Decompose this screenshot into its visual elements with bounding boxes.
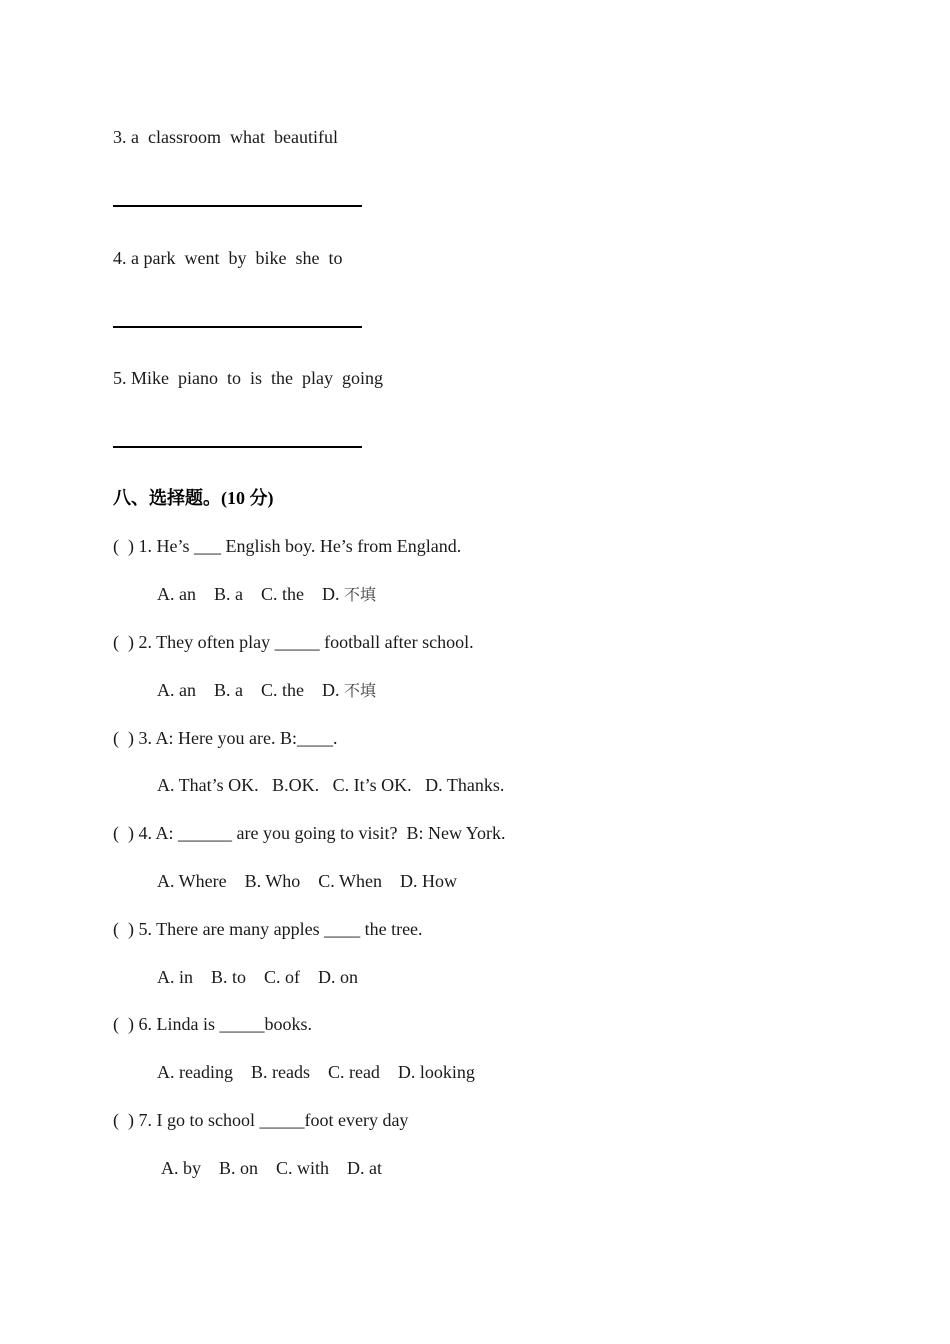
mc-question-6: ( ) 6. Linda is _____books. [113, 1014, 312, 1034]
mc-options-1 [157, 583, 376, 606]
mc-question-2: ( ) 2. They often play _____ football after school. [113, 632, 474, 652]
mc-options-6: A. reading B. reads C. read D. looking [157, 1062, 475, 1082]
mc-options-5: A. in B. to C. of D. on [157, 967, 359, 987]
reorder-question-4: 4. a park went by bike she to [113, 248, 343, 268]
mc-options-7: A. by B. on C. with D. at [161, 1158, 383, 1178]
mc-options-cjk: 不填 [343, 585, 376, 604]
mc-options-4: A. Where B. Who C. When D. How [157, 871, 457, 891]
mc-options-3: A. That’s OK. B.OK. C. It’s OK. D. Thanks. [157, 775, 505, 795]
mc-question-3: ( ) 3. A: Here you are. B:____. [113, 728, 338, 748]
mc-question-7: ( ) 7. I go to school _____foot every day [113, 1110, 409, 1130]
mc-question-5: ( ) 5. There are many apples ____ the tree. [113, 919, 423, 939]
answer-blank-4[interactable] [113, 326, 362, 328]
reorder-question-5: 5. Mike piano to is the play going [113, 368, 383, 388]
mc-options-text: A. an B. a C. the D. [157, 680, 344, 700]
answer-blank-3[interactable] [113, 205, 362, 207]
section-heading: 八、选择题。(10 分) [113, 488, 274, 508]
reorder-question-3: 3. a classroom what beautiful [113, 127, 338, 147]
mc-options-2 [157, 679, 376, 702]
mc-question-1: ( ) 1. He’s ___ English boy. He’s from England. [113, 536, 462, 556]
mc-options-text: A. an B. a C. the D. [157, 584, 344, 604]
answer-blank-5[interactable] [113, 446, 362, 448]
mc-question-4: ( ) 4. A: ______ are you going to visit? B: New York. [113, 823, 506, 843]
mc-options-cjk: 不填 [343, 681, 376, 700]
